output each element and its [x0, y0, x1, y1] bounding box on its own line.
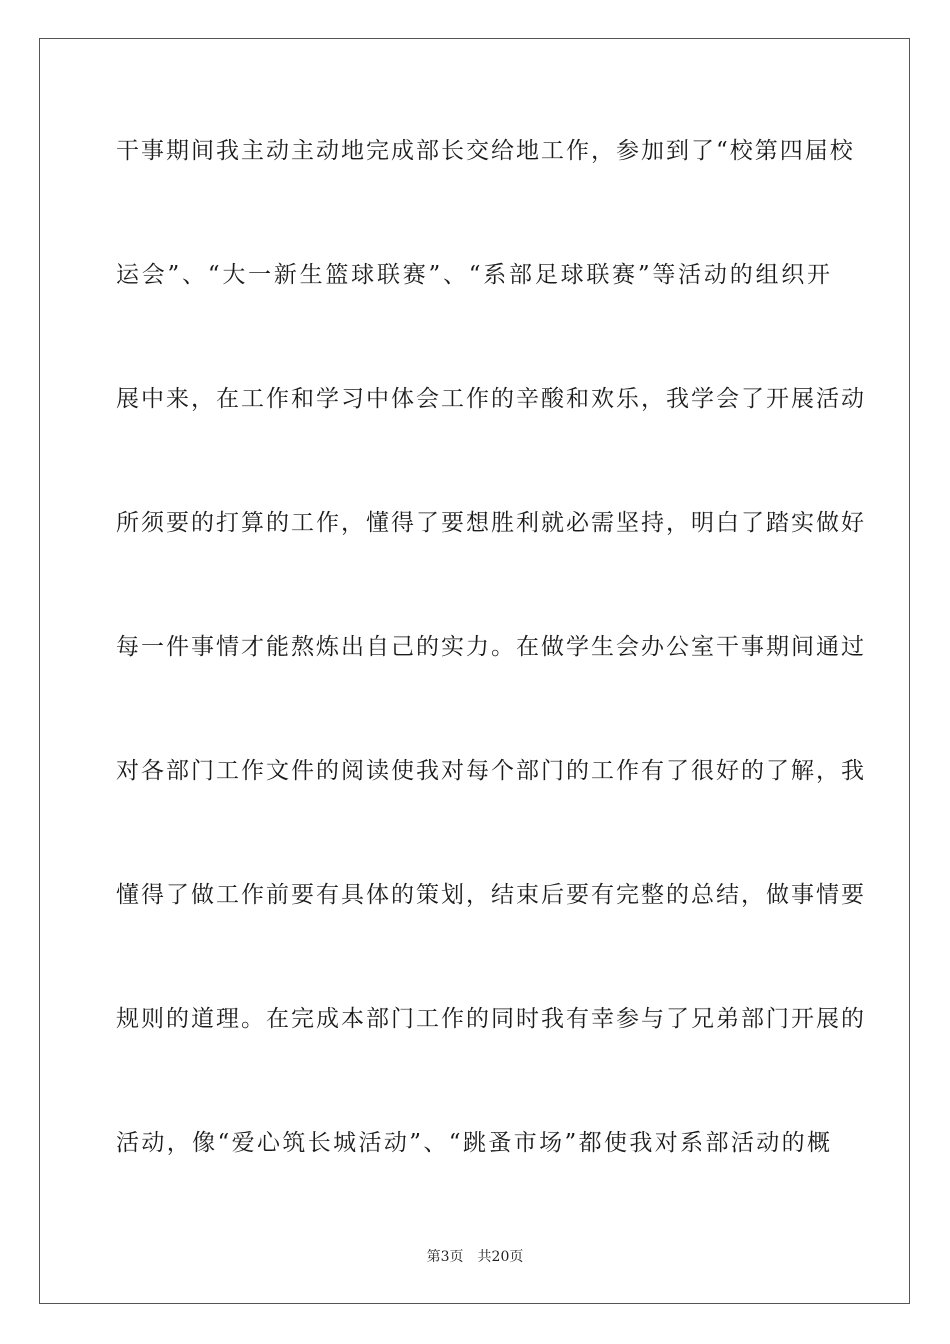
text-line-5: 每一件事情才能熬炼出自己的实力。在做学生会办公室干事期间通过 [116, 634, 866, 660]
text-line-2: 运会”、“大一新生篮球联赛”、“系部足球联赛”等活动的组织开 [116, 262, 832, 288]
text-line-3: 展中来，在工作和学习中体会工作的辛酸和欢乐，我学会了开展活动 [116, 386, 866, 412]
text-line-1: 干事期间我主动主动地完成部长交给地工作，参加到了“校第四届校 [116, 138, 855, 164]
page-footer [0, 1246, 950, 1266]
text-line-4: 所须要的打算的工作，懂得了要想胜利就必需坚持，明白了踏实做好 [116, 510, 866, 536]
page-number: 第3页 [426, 1249, 464, 1265]
text-line-6: 对各部门工作文件的阅读使我对每个部门的工作有了很好的了解，我 [116, 758, 866, 784]
text-line-8: 规则的道理。在完成本部门工作的同时我有幸参与了兄弟部门开展的 [116, 1006, 866, 1032]
document-body [116, 127, 866, 1243]
text-line-7: 懂得了做工作前要有具体的策划，结束后要有完整的总结，做事情要 [116, 882, 866, 908]
text-line-9: 活动，像“爱心筑长城活动”、“跳蚤市场”都使我对系部活动的概 [116, 1130, 832, 1156]
total-pages: 共20页 [477, 1249, 524, 1265]
